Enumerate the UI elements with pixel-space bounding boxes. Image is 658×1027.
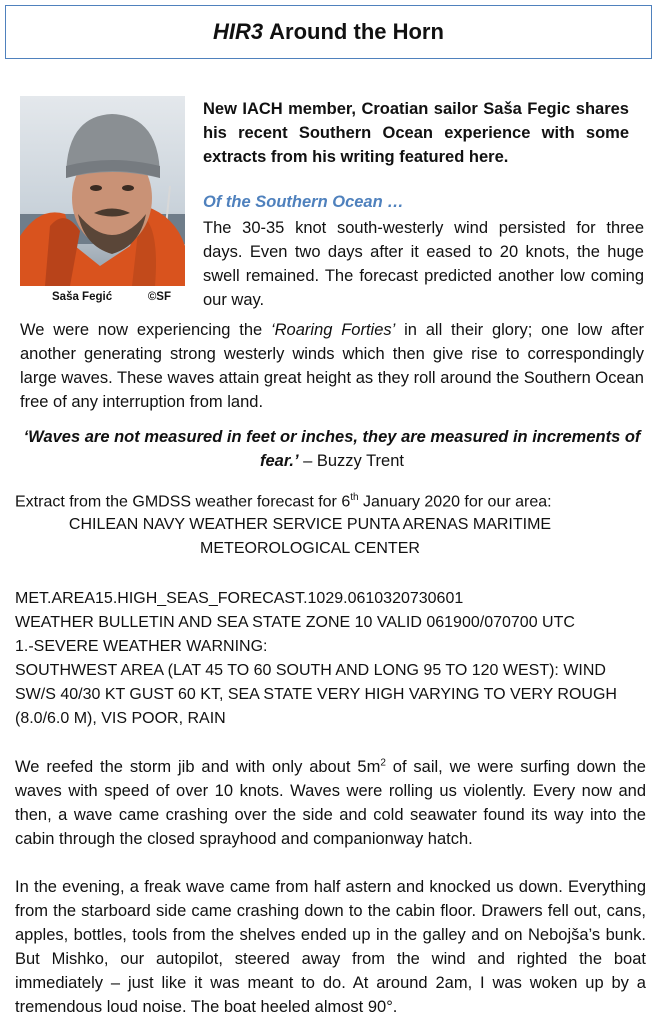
paragraph-1: The 30-35 knot south-westerly wind persisted for three days. Even two days after it eased to 20 knots, the huge swell remained. The forecast predicted another low coming our way. [203, 219, 644, 309]
quote-text: ‘Waves are not measured in feet or inches, they are measured in increments of fear.’ [23, 428, 641, 470]
paragraph-2 [20, 318, 644, 414]
title-box [5, 5, 652, 59]
paragraph-3-after: of sail, we were surfing down the waves with speed of over 10 knots. Waves were rolling us violently. Every now and then, a wave came crashing over the side and cold seawater found its way into the cabin through the closed sprayhood and companionway hatch. [15, 758, 646, 848]
intro-paragraph: New IACH member, Croatian sailor Saša Fegic shares his recent Southern Ocean experience with some extracts from his writing featured here. [203, 100, 629, 166]
caption-name: Saša Fegić [52, 291, 113, 303]
quote-attribution: – Buzzy Trent [298, 452, 404, 470]
paragraph-2-after: in all their glory; one low after another generating strong westerly winds which then give rise to correspondingly large waves. These waves attain great height as they roll around the Southern Ocean free of any interruption from land. [20, 321, 644, 411]
paragraph-3-before: We reefed the storm jib and with only about 5m [15, 758, 381, 776]
title-code: HIR3 [213, 19, 264, 44]
extract-intro-before: Extract from the GMDSS weather forecast for 6 [15, 493, 351, 511]
paragraph-2-before: We were now experiencing the [20, 321, 271, 339]
photo-caption [20, 291, 185, 303]
forecast-block [15, 587, 645, 731]
author-photo-image [20, 96, 185, 286]
paragraph-3 [15, 755, 646, 851]
forecast-line: 1.-SEVERE WEATHER WARNING: [15, 638, 268, 655]
section-subheading: Of the Southern Ocean … [203, 193, 404, 211]
forecast-header-line-2: METEOROLOGICAL CENTER [200, 540, 420, 557]
paragraph-3-sup: 2 [380, 757, 386, 769]
quote [20, 425, 644, 473]
forecast-header-line-1: CHILEAN NAVY WEATHER SERVICE PUNTA ARENAS MARITIME [68, 516, 552, 533]
title-text: Around the Horn [269, 19, 444, 44]
extract-intro [15, 492, 552, 511]
forecast-line: WEATHER BULLETIN AND SEA STATE ZONE 10 VALID 061900/070700 UTC [15, 614, 575, 631]
roaring-forties-phrase: ‘Roaring Forties’ [270, 321, 396, 339]
author-photo [20, 96, 185, 286]
paragraph-4: In the evening, a freak wave came from half astern and knocked us down. Everything from the starboard side came crashing down to the cabin floor. Drawers fell out, cans, apples, bottles, tools from the shelves ended up in the galley and on Nebojša’s bunk. But Mishko, our autopilot, steered away from the wind and righted the boat immediately – just like it was meant to do. At around 2am, I was woken up by a tremendous loud noise. The boat heeled almost 90°. [15, 878, 646, 1016]
extract-intro-after: January 2020 for our area: [358, 493, 552, 511]
forecast-line: SW/S 40/30 KT GUST 60 KT, SEA STATE VERY HIGH VARYING TO VERY ROUGH [15, 686, 617, 703]
caption-credit: ©SF [147, 291, 171, 303]
forecast-line: MET.AREA15.HIGH_SEAS_FORECAST.1029.0610320730601 [15, 590, 464, 607]
extract-intro-sup: th [350, 492, 359, 503]
forecast-line: (8.0/6.0 M), VIS POOR, RAIN [15, 710, 226, 727]
forecast-line: SOUTHWEST AREA (LAT 45 TO 60 SOUTH AND LONG 95 TO 120 WEST): WIND [15, 662, 606, 679]
